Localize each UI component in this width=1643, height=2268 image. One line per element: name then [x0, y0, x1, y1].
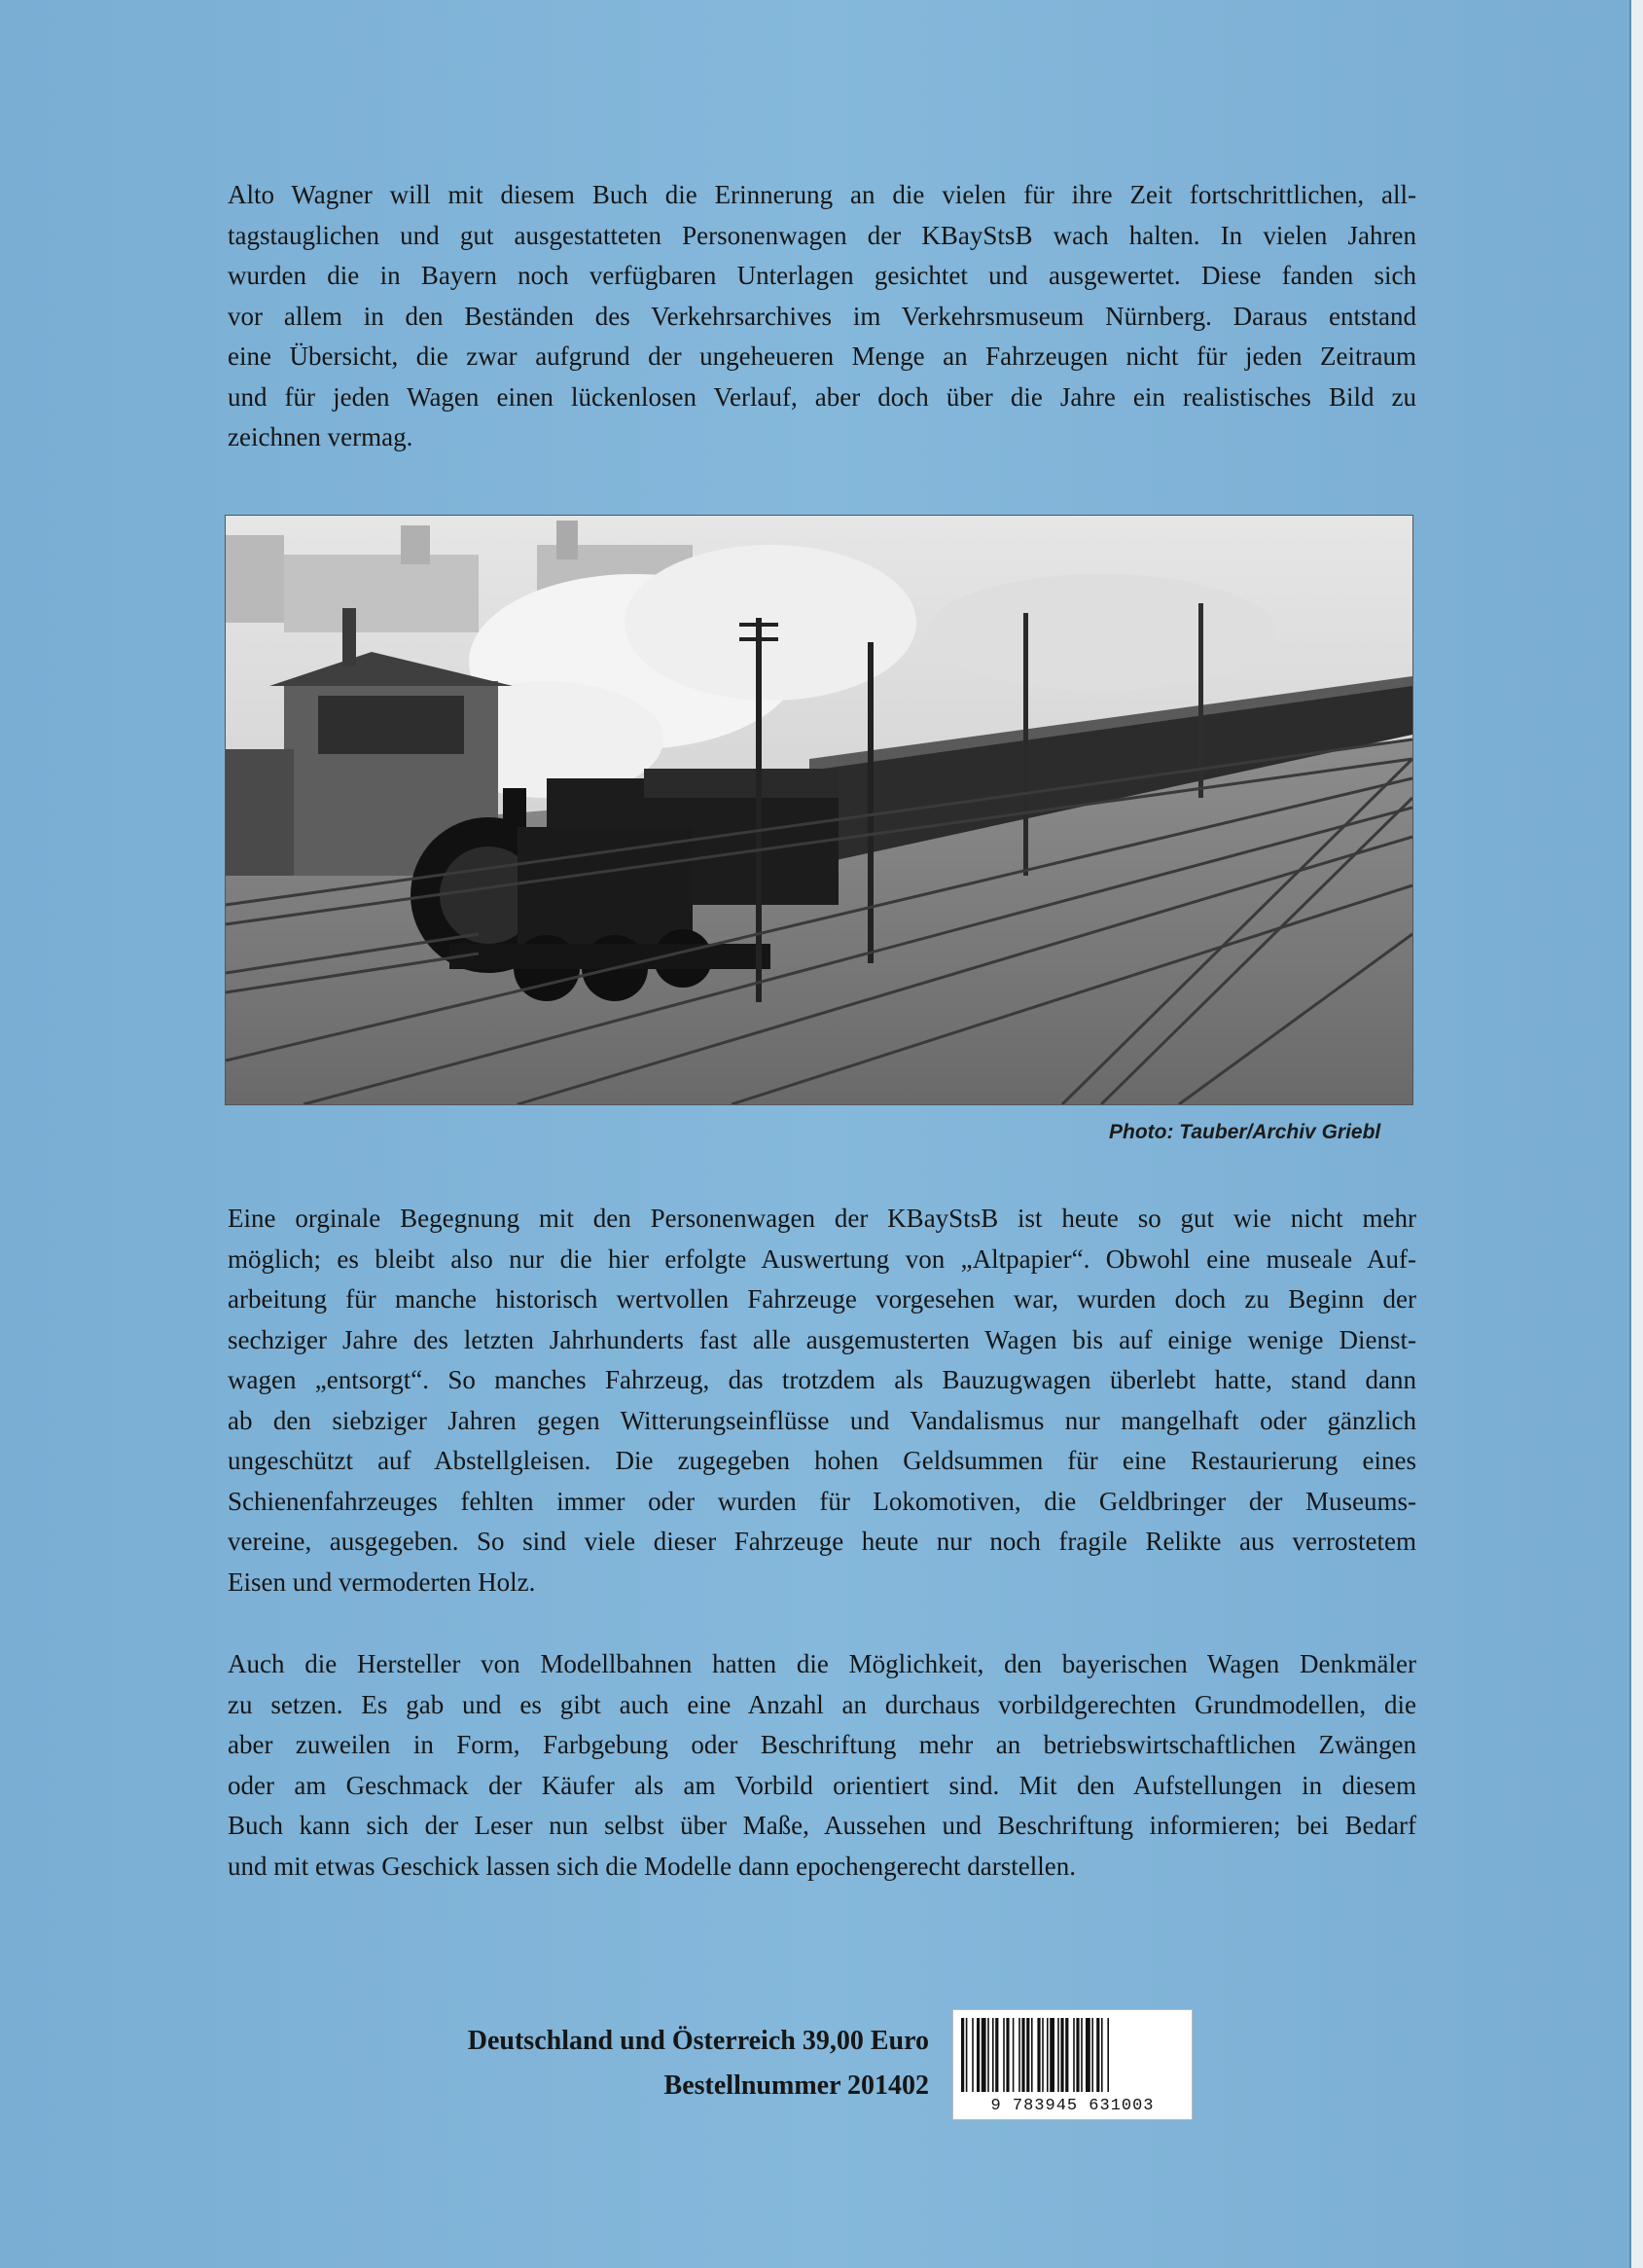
price-line: Deutschland und Österreich 39,00 Euro [467, 2026, 929, 2056]
text-line: eine Übersicht, die zwar aufgrund der ungeheueren Menge an Fahrzeugen nicht für jeden Zeitraum [228, 342, 1416, 371]
text-line: oder am Geschmack der Käufer als am Vorbild orientiert sind. Mit den Aufstellungen in diesem [228, 1770, 1416, 1800]
text-line: wagen „entsorgt“. So manches Fahrzeug, das trotzdem als Bauzugwagen überlebt hatte, stand dann [228, 1365, 1416, 1394]
text-line: Buch kann sich der Leser nun selbst über Maße, Aussehen und Beschriftung informieren; bei Bedarf [228, 1811, 1416, 1840]
model-railway-paragraph [228, 1644, 1416, 1887]
intro-paragraph [228, 175, 1416, 458]
steam-locomotive-photo [226, 516, 1412, 1104]
text-line: vor allem in den Beständen des Verkehrsarchives im Verkehrsmuseum Nürnberg. Daraus entstand [228, 301, 1416, 331]
order-number: Bestellnummer 201402 [663, 2070, 929, 2101]
isbn-barcode [953, 2010, 1192, 2119]
text-line: zu setzen. Es gab und es gibt auch eine Anzahl an durchaus vorbildgerechten Grundmodellen, die [228, 1689, 1416, 1719]
barcode-digits: 9 783945 631003 [990, 2097, 1155, 2115]
cover-edge [1629, 0, 1643, 2268]
photo-credit: Photo: Tauber/Archiv Griebl [1109, 1121, 1381, 1143]
text-line: vereine, ausgegeben. So sind viele dieser Fahrzeuge heute nur noch fragile Relikte aus verrostetem [228, 1527, 1416, 1556]
text-line: und mit etwas Geschick lassen sich die Modelle dann epochengerecht darstellen. [228, 1851, 1076, 1881]
text-line: Auch die Hersteller von Modellbahnen hatten die Möglichkeit, den bayerischen Wagen Denkmäler [228, 1649, 1416, 1678]
text-line: ungeschützt auf Abstellgleisen. Die zugegeben hohen Geldsummen für eine Restaurierung eines [228, 1446, 1416, 1475]
text-line: ab den siebziger Jahren gegen Witterungseinflüsse und Vandalismus nur mangelhaft oder gänzlich [228, 1405, 1416, 1435]
text-line: wurden die in Bayern noch verfügbaren Unterlagen gesichtet und ausgewertet. Diese fanden sich [228, 261, 1416, 290]
text-line: tagstauglichen und gut ausgestatteten Personenwagen der KBayStsB wach halten. In vielen Jahren [228, 220, 1416, 250]
text-line: und für jeden Wagen einen lückenlosen Verlauf, aber doch über die Jahre ein realistisches Bild zu [228, 381, 1416, 412]
text-line: zeichnen vermag. [228, 422, 413, 451]
text-line: Alto Wagner will mit diesem Buch die Erinnerung an die vielen für ihre Zeit fortschrittlichen, all- [228, 180, 1416, 209]
text-line: Schienenfahrzeuges fehlten immer oder wurden für Lokomotiven, die Geldbringer der Museums- [228, 1486, 1416, 1516]
text-line: möglich; es bleibt also nur die hier erfolgte Auswertung von „Altpapier“. Obwohl eine museale Auf- [228, 1243, 1416, 1274]
price-info [428, 2019, 929, 2108]
text-line: aber zuweilen in Form, Farbgebung oder Beschriftung mehr an betriebswirtschaftlichen Zwängen [228, 1730, 1416, 1759]
text-line: sechziger Jahre des letzten Jahrhunderts fast alle ausgemusterten Wagen bis auf einige wenige Dienst- [228, 1324, 1416, 1354]
history-paragraph [228, 1199, 1416, 1602]
text-line: Eisen und vermoderten Holz. [228, 1566, 536, 1597]
barcode-bars [961, 2018, 1184, 2092]
text-line: Eine orginale Begegnung mit den Personenwagen der KBayStsB ist heute so gut wie nicht mehr [228, 1204, 1416, 1233]
text-line: arbeitung für manche historisch wertvollen Fahrzeuge vorgesehen war, wurden doch zu Beginn der [228, 1284, 1416, 1314]
